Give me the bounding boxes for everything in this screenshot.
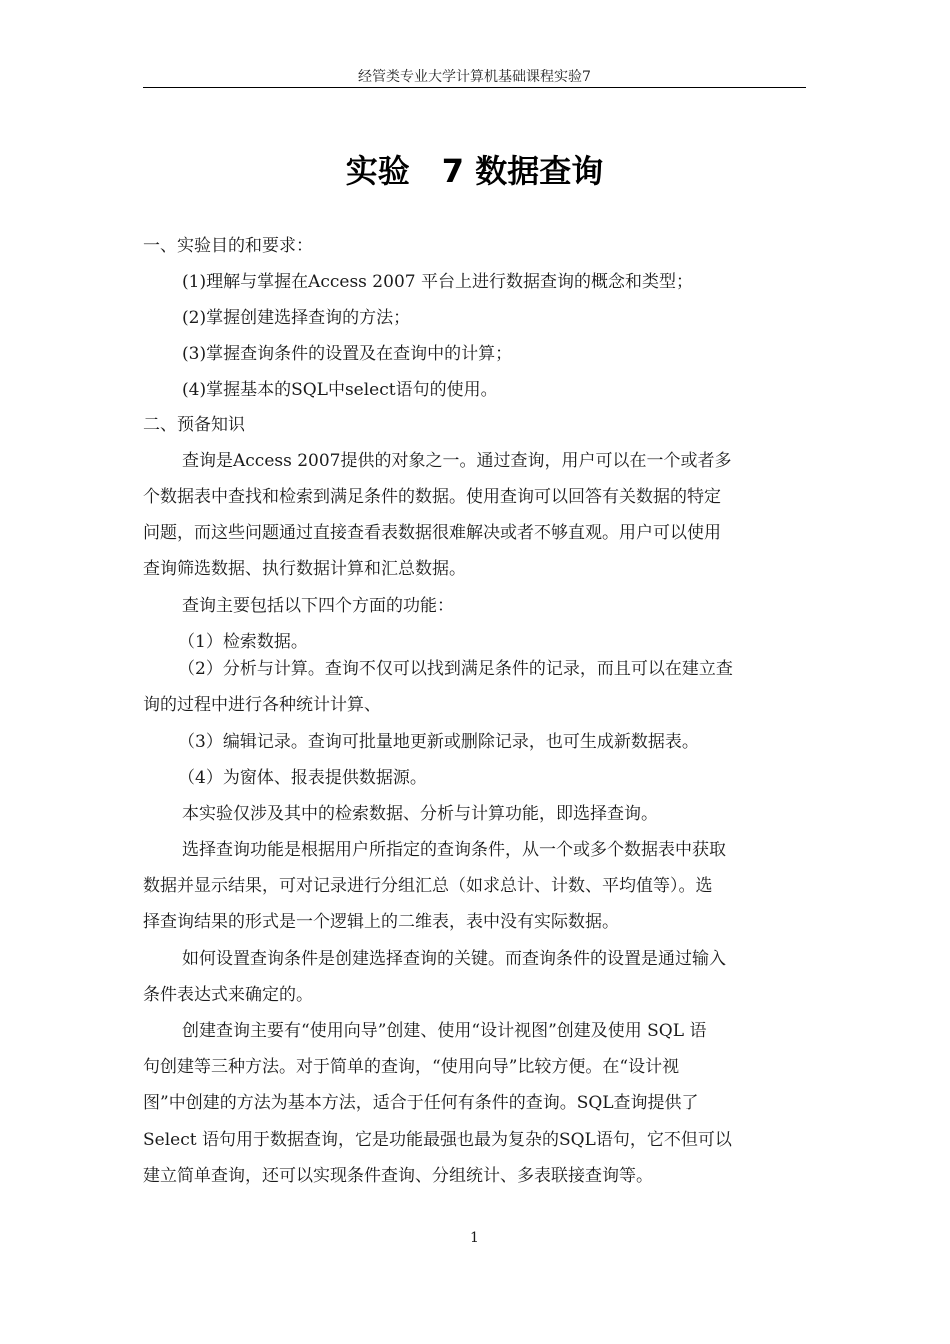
paragraph-line: 查询是Access 2007提供的对象之一。通过查询，用户可以在一个或者多 [182, 451, 732, 471]
section-heading-objectives: 一、实验目的和要求： [143, 236, 313, 256]
function-item-3: （3）编辑记录。查询可批量地更新或删除记录，也可生成新数据表。 [178, 732, 699, 752]
header-rule [143, 87, 806, 88]
paragraph-line: 图”中创建的方法为基本方法，适合于任何有条件的查询。SQL查询提供了 [143, 1093, 699, 1113]
function-item-1: （1）检索数据。 [178, 632, 308, 652]
paragraph-line: 择查询结果的形式是一个逻辑上的二维表，表中没有实际数据。 [143, 912, 619, 932]
paragraph-line: 句创建等三种方法。对于简单的查询，“使用向导”比较方便。在“设计视 [143, 1057, 680, 1077]
paragraph-line: Select 语句用于数据查询，它是功能最强也最为复杂的SQL语句，它不但可以 [143, 1130, 732, 1150]
function-item-2: （2）分析与计算。查询不仅可以找到满足条件的记录，而且可以在建立查 [178, 659, 733, 679]
paragraph-line: 条件表达式来确定的。 [143, 985, 313, 1005]
paragraph-line: 选择查询功能是根据用户所指定的查询条件，从一个或多个数据表中获取 [182, 840, 726, 860]
paragraph-line: 本实验仅涉及其中的检索数据、分析与计算功能，即选择查询。 [182, 804, 658, 824]
paragraph-line: 查询筛选数据、执行数据计算和汇总数据。 [143, 559, 466, 579]
objective-item-1: (1)理解与掌握在Access 2007 平台上进行数据查询的概念和类型； [182, 272, 693, 292]
paragraph-line: 问题，而这些问题通过直接查看表数据很难解决或者不够直观。用户可以使用 [143, 523, 721, 543]
paragraph-line: 查询主要包括以下四个方面的功能： [182, 596, 454, 616]
paragraph-line: 创建查询主要有“使用向导”创建、使用“设计视图”创建及使用 SQL 语 [182, 1021, 707, 1041]
section-heading-preliminary: 二、预备知识 [143, 415, 245, 435]
objective-item-4: (4)掌握基本的SQL中select语句的使用。 [182, 380, 498, 400]
function-item-4: （4）为窗体、报表提供数据源。 [178, 768, 427, 788]
objective-item-3: (3)掌握查询条件的设置及在查询中的计算； [182, 344, 513, 364]
paragraph-line: 个数据表中查找和检索到满足条件的数据。使用查询可以回答有关数据的特定 [143, 487, 721, 507]
paragraph-line: 数据并显示结果，可对记录进行分组汇总（如求总计、计数、平均值等）。选 [143, 876, 713, 896]
objective-item-2: (2)掌握创建选择查询的方法； [182, 308, 411, 328]
function-item-2-cont: 询的过程中进行各种统计计算、 [143, 695, 381, 715]
page-header: 经管类专业大学计算机基础课程实验7 [358, 69, 591, 85]
paragraph-line: 如何设置查询条件是创建选择查询的关键。而查询条件的设置是通过输入 [182, 949, 726, 969]
paragraph-line: 建立简单查询，还可以实现条件查询、分组统计、多表联接查询等。 [143, 1166, 653, 1186]
page-number: 1 [470, 1230, 479, 1246]
document-title: 实验 7 数据查询 [345, 152, 604, 190]
